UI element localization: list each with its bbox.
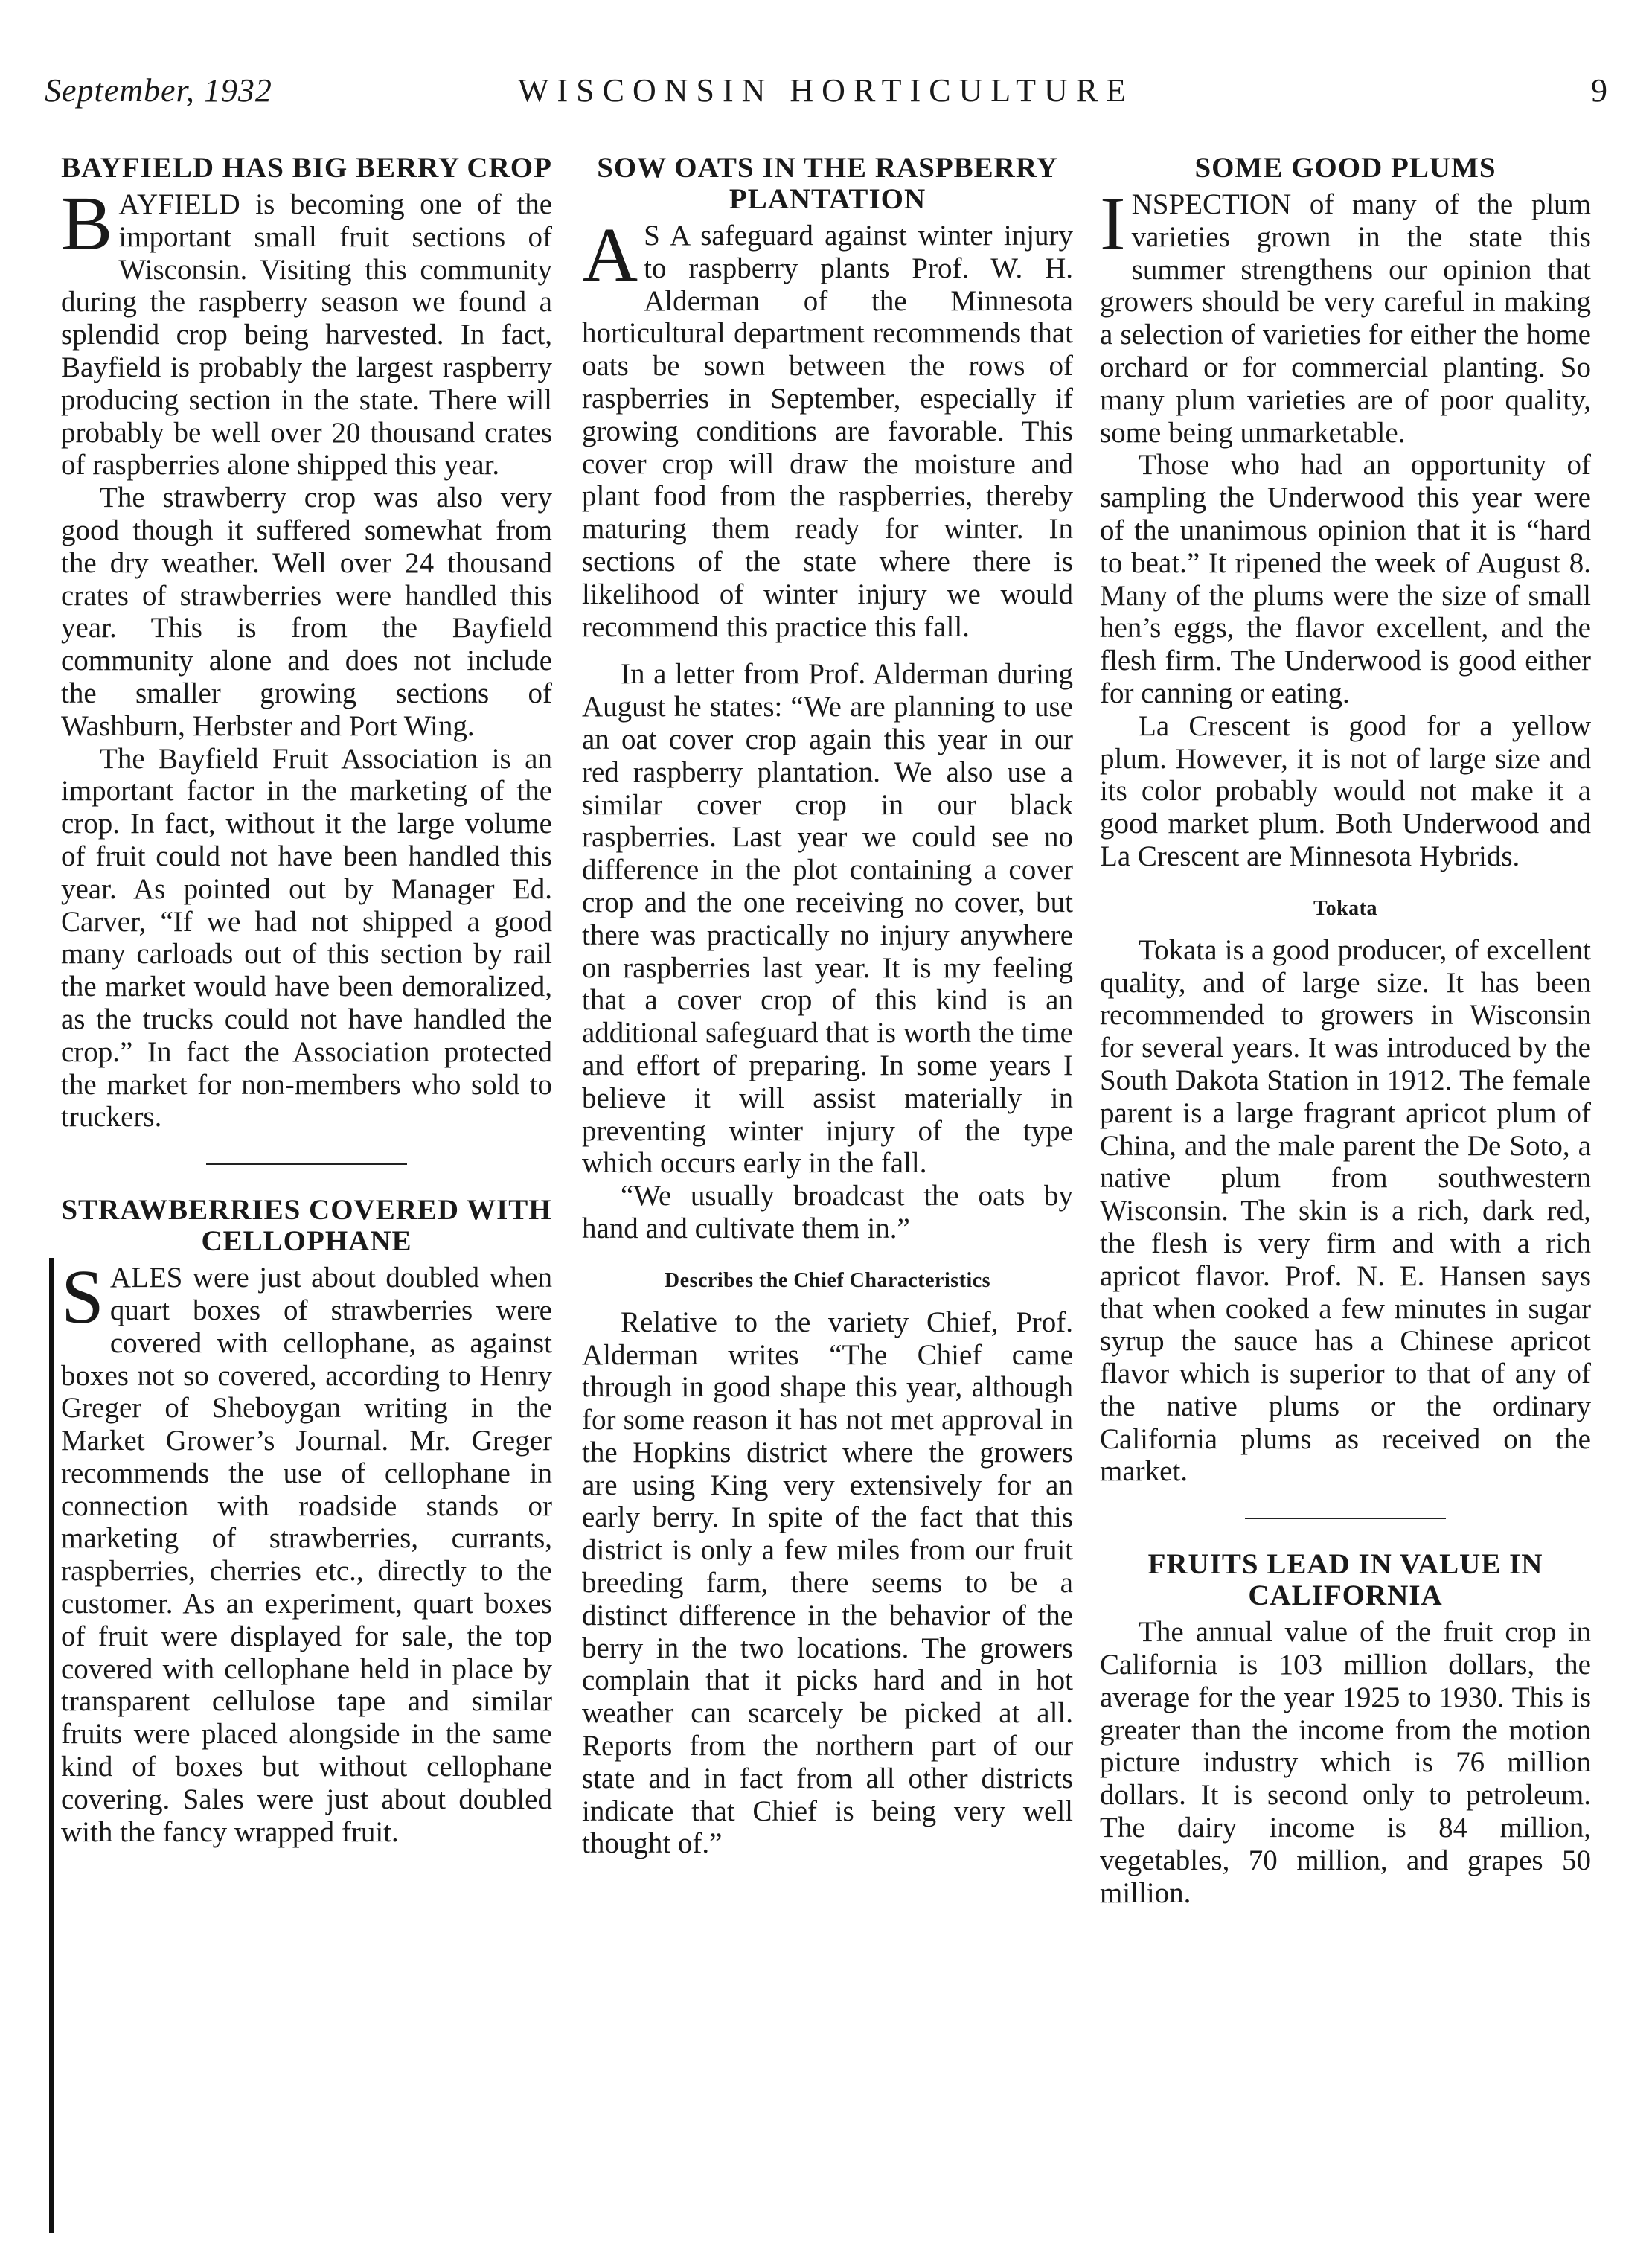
article-subhead: Tokata <box>1313 896 1377 920</box>
article-tokata <box>1100 897 1591 1489</box>
article-paragraph: In a letter from Prof. Alderman during August he states: “We are planning to use an oat cover crop again this year in our red raspberry plantation. We also use a similar cover crop in our black raspberries. Last year we could see no difference in the plot containing a cover crop and the one receiving no cover, but there was practically no injury anywhere on raspberries last year. It is my feeling that a cover crop of this kind is an additional safeguard that is worth the time and effort of preparing. In some years I believe it will assist materially in preventing winter injury of the type which occurs early in the fall. <box>582 658 1073 1180</box>
article-paragraph: BAYFIELD is becoming one of the important small fruit sections of Wisconsin. Visiting this community during the raspberry season we found a splendid crop being harvested. In fact, Bayfield is probably the largest raspberry producing section in the state. There will probably be well over 20 thousand crates of raspberries alone shipped this year. <box>61 181 552 482</box>
article-strawberries <box>61 1195 552 1848</box>
article-paragraph: The annual value of the fruit crop in California is 103 million dollars, the average for the year 1925 to 1930. This is greater than the income from the motion picture industry which is 76 million dollars. It is second only to petroleum. The dairy income is 84 million, vegetables, 70 million, and grapes 50 million. <box>1100 1616 1591 1909</box>
article-subhead: Describes the Chief Characteristics <box>664 1268 991 1292</box>
article-paragraph: Relative to the variety Chief, Prof. Alderman writes “The Chief came through in good shape this year, although for some reason it has not met approval in the Hopkins district where the growers are using King very extensively for an early berry. In spite of the fact that this district is only a few miles from our fruit breeding farm, there seems to be a distinct difference in the behavior of the berry in the two locations. The growers complain that it picks hard and in hot weather can scarcely be picked at all. Reports from the northern part of our state and in fact from all other districts indicate that Chief is being very well thought of.” <box>582 1306 1073 1860</box>
drop-cap: S <box>61 1254 104 1341</box>
article-paragraph: Tokata is a good producer, of excellent quality, and of large size. It has been recommended to growers in Wisconsin for several years. It was introduced by the South Dakota Station in 1912. The female parent is a large fragrant apricot plum of China, and the male parent the De Soto, a native plum from southwestern Wisconsin. The skin is a rich, dark red, the flesh is very firm and with a rich apricot flavor. Prof. N. E. Hansen says that when cooked a few minutes in sugar syrup the sauce has a Chinese apricot flavor which is superior to that of any of the native plums or the ordinary California plums as received on the market. <box>1100 933 1591 1488</box>
article-paragraph: Those who had an opportunity of sampling the Underwood this year were of the unanimous opinion that it is “hard to beat.” It ripened the week of August 8. Many of the plums were the size of small hen’s eggs, the flavor excellent, and the flesh firm. The Underwood is good either for canning or eating. <box>1100 449 1591 709</box>
article-paragraph: The strawberry crop was also very good though it suffered somewhat from the dry weather. Well over 24 thousand crates of strawberries were handled this year. This is from the Bayfield community alone and does not include the smaller growing sections of Washburn, Herbster and Port Wing. <box>61 482 552 742</box>
article-plums <box>1100 153 1591 873</box>
article-bayfield <box>61 153 552 1134</box>
column-3 <box>1100 153 1591 1909</box>
column-1 <box>61 153 552 1848</box>
article-paragraph: INSPECTION of many of the plum varieties grown in the state this summer strengthens our opinion that growers should be very careful in making a selection of varieties for either the home orchard or for commercial planting. So many plum varieties are of poor quality, some being unmarketable. <box>1100 181 1591 449</box>
article-california <box>1100 1549 1591 1909</box>
article-paragraph: La Crescent is good for a yellow plum. However, it is not of large size and its color probably would not make it a good market plum. Both Underwood and La Crescent are Minnesota Hybrids. <box>1100 709 1591 872</box>
article-title: SOW OATS IN THE RASPBERRY PLANTATION <box>597 152 1058 215</box>
article-paragraph: A S A safeguard against winter injury to raspberry plants Prof. W. H. Alderman of the Minnesota horticultural department recommends that oats be sown between the rows of raspberries in September, especially if growing conditions are favorable. This cover crop will draw the moisture and plant food from the raspberries, thereby maturing them ready for winter. In sections of the state where there is likelihood of winter injury we would recommend this practice this fall. <box>582 212 1073 643</box>
article-title: SOME GOOD PLUMS <box>1194 152 1496 184</box>
article-paragraph: SALES were just about doubled when quart boxes of strawberries were covered with cellophane, as against boxes not so covered, according to Henry Greger of Sheboygan writing in the Market Grower’s Journal. Mr. Greger recommends the use of cellophane in connection with roadside stands or marketing of strawberries, currants, raspberries, cherries etc., directly to the customer. As an experiment, quart boxes of fruit were displayed for sale, the top covered with cellophane held in place by transparent cellulose tape and similar fruits were placed alongside in the same kind of boxes but without cellophane covering. Sales were just about doubled with the fancy wrapped fruit. <box>61 1254 552 1848</box>
drop-cap: A <box>582 212 638 298</box>
article-oats <box>582 153 1073 1245</box>
column-2 <box>582 153 1073 1860</box>
margin-bar <box>49 1258 54 2233</box>
drop-cap: I <box>1100 181 1126 266</box>
issue-date: September, 1932 <box>45 72 272 109</box>
article-title: STRAWBERRIES COVERED WITH CELLOPHANE <box>61 1194 552 1258</box>
section-divider <box>206 1163 407 1165</box>
publication-title: WISCONSIN HORTICULTURE <box>517 72 1135 109</box>
drop-cap: B <box>61 181 113 266</box>
article-paragraph: The Bayfield Fruit Association is an important factor in the marketing of the crop. In fact, without it the large volume of fruit could not have been handled this year. As pointed out by Manager Ed. Carver, “If we had not shipped a good many carloads out of this section by rail the market would have been demoralized, as the trucks could not have handled the crop.” In fact the Association protected the market for non-members who sold to truckers. <box>61 742 552 1134</box>
article-chief <box>582 1269 1073 1861</box>
page-number: 9 <box>1591 72 1607 109</box>
article-title: BAYFIELD HAS BIG BERRY CROP <box>61 152 552 184</box>
running-head <box>45 71 1607 116</box>
article-title: FRUITS LEAD IN VALUE IN CALIFORNIA <box>1147 1548 1543 1612</box>
section-divider <box>1245 1518 1446 1519</box>
article-paragraph: “We usually broadcast the oats by hand and cultivate them in.” <box>582 1180 1073 1244</box>
